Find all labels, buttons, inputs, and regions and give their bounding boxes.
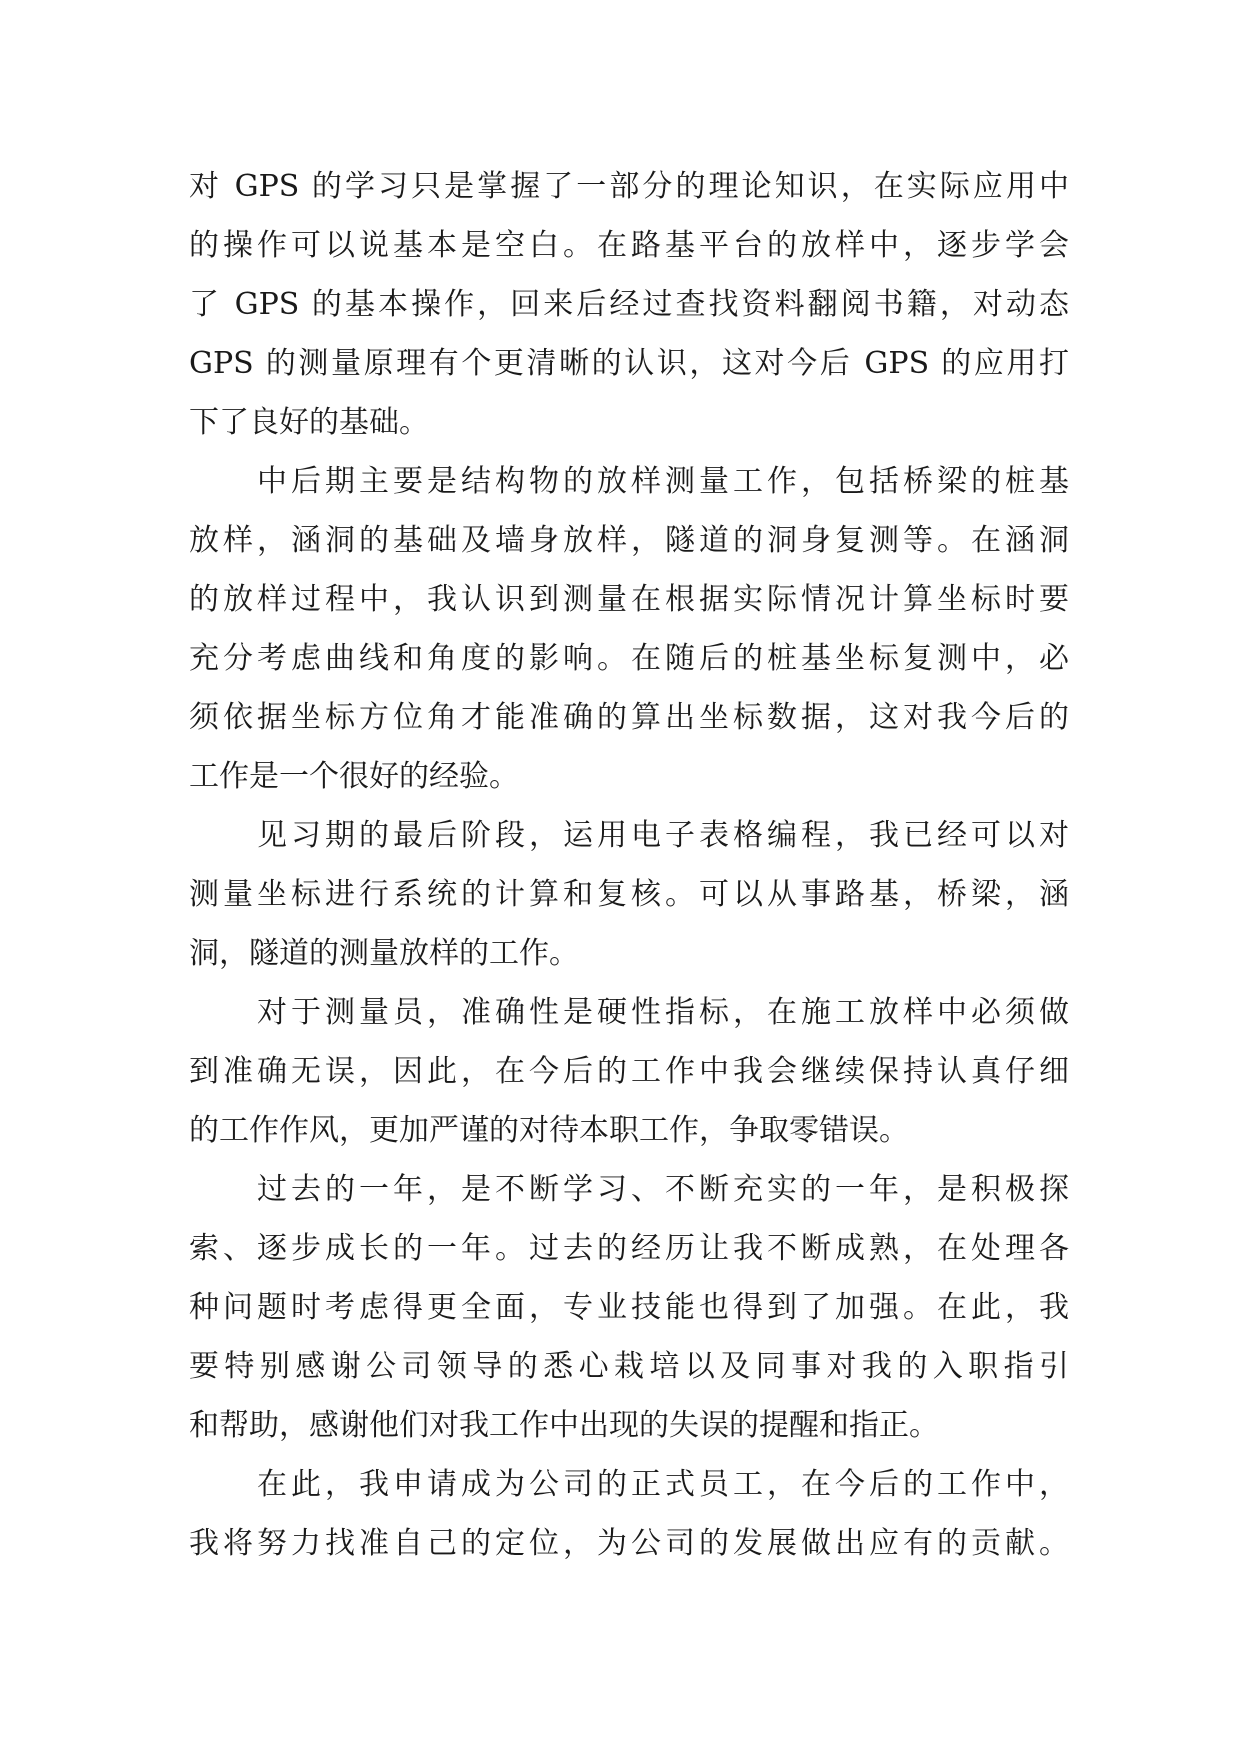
text-line: 的工作作风，更加严谨的对待本职工作，争取零错误。 — [189, 1113, 909, 1148]
text-line: 到准确无误，因此，在今后的工作中我会继续保持认真仔细 — [189, 1054, 1069, 1089]
paragraph-2 — [189, 452, 1069, 806]
text-line: 充分考虑曲线和角度的影响。在随后的桩基坐标复测中，必 — [189, 641, 1069, 676]
text-line: 放样，涵洞的基础及墙身放样，隧道的洞身复测等。在涵洞 — [189, 523, 1069, 558]
paragraph-4 — [189, 983, 1069, 1160]
text-line: 在此，我申请成为公司的正式员工，在今后的工作中， — [257, 1467, 1069, 1502]
paragraph-1 — [189, 157, 1069, 452]
text-line: 对于测量员，准确性是硬性指标，在施工放样中必须做 — [257, 995, 1069, 1030]
paragraph-5 — [189, 1160, 1069, 1455]
text-line: 须依据坐标方位角才能准确的算出坐标数据，这对我今后的 — [189, 700, 1069, 735]
text-line: 过去的一年，是不断学习、不断充实的一年，是积极探 — [257, 1172, 1069, 1207]
paragraph-6 — [189, 1455, 1069, 1573]
text-line: 下了良好的基础。 — [189, 405, 429, 440]
text-line: 索、逐步成长的一年。过去的经历让我不断成熟，在处理各 — [189, 1231, 1069, 1266]
text-line: 我将努力找准自己的定位，为公司的发展做出应有的贡献。 — [189, 1526, 1069, 1561]
text-line: 见习期的最后阶段，运用电子表格编程，我已经可以对 — [257, 818, 1069, 853]
text-line: 种问题时考虑得更全面，专业技能也得到了加强。在此，我 — [189, 1290, 1069, 1325]
text-line: 要特别感谢公司领导的悉心栽培以及同事对我的入职指引 — [189, 1349, 1069, 1384]
text-line: 的放样过程中，我认识到测量在根据实际情况计算坐标时要 — [189, 582, 1069, 617]
text-line: 工作是一个很好的经验。 — [189, 759, 519, 794]
text-line: 中后期主要是结构物的放样测量工作，包括桥梁的桩基 — [257, 464, 1069, 499]
text-line: GPS 的测量原理有个更清晰的认识，这对今后 GPS 的应用打 — [189, 346, 1069, 381]
text-line: 洞，隧道的测量放样的工作。 — [189, 936, 579, 971]
paragraph-3 — [189, 806, 1069, 983]
text-line: 了 GPS 的基本操作，回来后经过查找资料翻阅书籍，对动态 — [189, 287, 1069, 322]
text-line: 的操作可以说基本是空白。在路基平台的放样中，逐步学会 — [189, 228, 1069, 263]
text-line: 测量坐标进行系统的计算和复核。可以从事路基，桥梁，涵 — [189, 877, 1069, 912]
text-line: 对 GPS 的学习只是掌握了一部分的理论知识，在实际应用中 — [189, 169, 1069, 204]
document-body — [189, 157, 1069, 1573]
text-line: 和帮助，感谢他们对我工作中出现的失误的提醒和指正。 — [189, 1408, 939, 1443]
